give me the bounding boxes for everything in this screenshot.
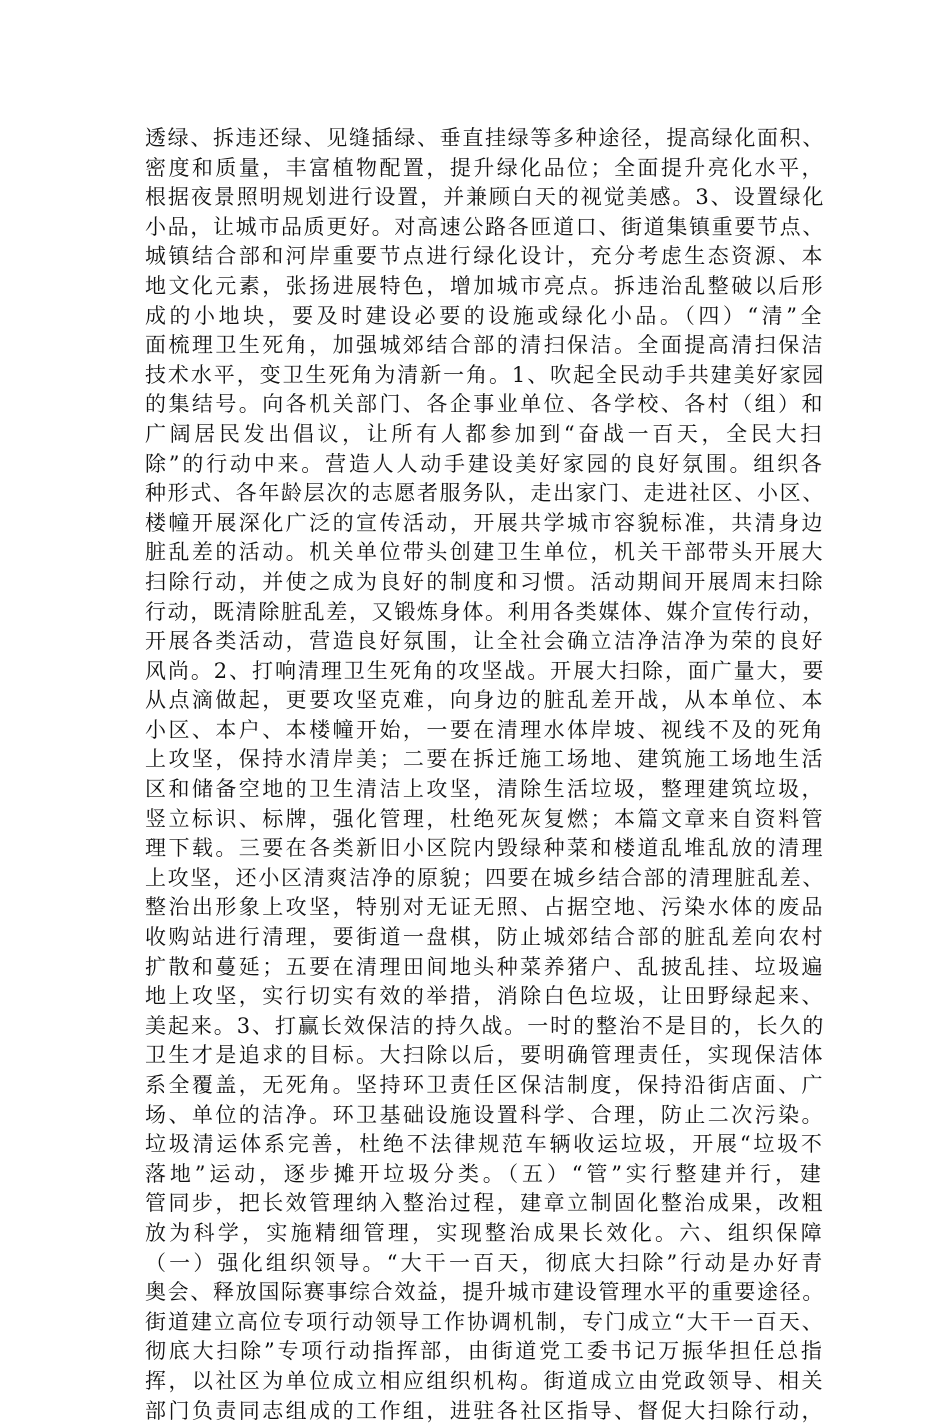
text-line: 地上攻坚，实行切实有效的举措，消除白色垃圾，让田野绿起来、 (145, 984, 825, 1009)
text-line: 场、单位的洁净。环卫基础设施设置科学、合理，防止二次污染。 (145, 1102, 825, 1127)
text-line: 风尚。2、打响清理卫生死角的攻坚战。开展大扫除，面广量大，要 (145, 658, 825, 683)
text-line: 上攻坚，还小区清爽洁净的原貌；四要在城乡结合部的清理脏乱差、 (145, 865, 825, 890)
text-line: 奥会、释放国际赛事综合效益，提升城市建设管理水平的重要途径。 (145, 1280, 825, 1305)
text-line: 小区、本户、本楼幢开始，一要在清理水体岸坡、视线不及的死角 (145, 717, 825, 742)
text-line: 行动，既清除脏乱差，又锻炼身体。利用各类媒体、媒介宣传行动， (145, 599, 825, 624)
text-line: 扫除行动，并使之成为良好的制度和习惯。活动期间开展周末扫除 (145, 569, 825, 594)
text-line: 整治出形象上攻坚，特别对无证无照、占据空地、污染水体的废品 (145, 895, 825, 920)
text-line: 竖立标识、标牌，强化管理，杜绝死灰复燃；本篇文章来自资料管 (145, 806, 825, 831)
text-line: 理下载。三要在各类新旧小区院内毁绿种菜和楼道乱堆乱放的清理 (145, 836, 825, 861)
text-line: 成的小地块，要及时建设必要的设施或绿化小品。（四）“清”全 (145, 303, 825, 328)
text-line: 除”的行动中来。营造人人动手建设美好家园的良好氛围。组织各 (145, 451, 825, 476)
text-line: 收购站进行清理，要街道一盘棋，防止城郊结合部的脏乱差向农村 (145, 925, 825, 950)
text-line: 脏乱差的活动。机关单位带头创建卫生单位，机关干部带头开展大 (145, 540, 825, 565)
text-line: 小品，让城市品质更好。对高速公路各匝道口、街道集镇重要节点、 (145, 214, 825, 239)
text-line: 种形式、各年龄层次的志愿者服务队，走出家门、走进社区、小区、 (145, 481, 825, 506)
text-line: 地文化元素，张扬进展特色，增加城市亮点。拆违治乱整破以后形 (145, 273, 825, 298)
text-line: 卫生才是追求的目标。大扫除以后，要明确管理责任，实现保洁体 (145, 1043, 825, 1068)
text-line: 技术水平，变卫生死角为清新一角。1、吹起全民动手共建美好家园 (145, 362, 825, 387)
text-line: 从点滴做起，更要攻坚克难，向身边的脏乱差开战，从本单位、本 (145, 688, 825, 713)
text-line: 上攻坚，保持水清岸美；二要在拆迁施工场地、建筑施工场地生活 (145, 747, 825, 772)
text-line: 的集结号。向各机关部门、各企事业单位、各学校、各村（组）和 (145, 392, 825, 417)
text-line: 挥，以社区为单位成立相应组织机构。街道成立由党政领导、相关 (145, 1368, 825, 1393)
text-line: 部门负责同志组成的工作组，进驻各社区指导、督促大扫除行动， (145, 1398, 825, 1423)
text-line: 落地”运动，逐步摊开垃圾分类。（五）“管”实行整建并行，建 (145, 1161, 825, 1186)
text-line: 街道建立高位专项行动领导工作协调机制，专门成立“大干一百天、 (145, 1309, 825, 1334)
text-line: 区和储备空地的卫生清洁上攻坚，清除生活垃圾，整理建筑垃圾， (145, 777, 825, 802)
text-line: 城镇结合部和河岸重要节点进行绿化设计，充分考虑生态资源、本 (145, 244, 825, 269)
text-line: 密度和质量，丰富植物配置，提升绿化品位；全面提升亮化水平， (145, 155, 825, 180)
text-line: 根据夜景照明规划进行设置，并兼顾白天的视觉美感。3、设置绿化 (145, 185, 825, 210)
text-line: 广阔居民发出倡议，让所有人都参加到“奋战一百天，全民大扫 (145, 421, 825, 446)
body-text (145, 124, 825, 1426)
text-line: 系全覆盖，无死角。坚持环卫责任区保洁制度，保持沿街店面、广 (145, 1073, 825, 1097)
text-line: 美起来。3、打赢长效保洁的持久战。一时的整治不是目的，长久的 (145, 1013, 825, 1038)
text-line: 放为科学，实施精细管理，实现整治成果长效化。六、组织保障 (145, 1220, 825, 1245)
text-line: 垃圾清运体系完善，杜绝不法律规范车辆收运垃圾，开展“垃圾不 (145, 1132, 825, 1157)
text-line: 面梳理卫生死角，加强城郊结合部的清扫保洁。全面提高清扫保洁 (145, 333, 825, 358)
text-line: 管同步，把长效管理纳入整治过程，建章立制固化整治成果，改粗 (145, 1191, 825, 1216)
text-line: 楼幢开展深化广泛的宣传活动，开展共学城市容貌标准，共清身边 (145, 510, 825, 535)
text-line: 扩散和蔓延；五要在清理田间地头种菜养猪户、乱披乱挂、垃圾遍 (145, 954, 825, 979)
text-line: 开展各类活动，营造良好氛围，让全社会确立洁净洁净为荣的良好 (145, 629, 825, 654)
text-line: 透绿、拆违还绿、见缝插绿、垂直挂绿等多种途径，提高绿化面积、 (145, 126, 825, 150)
text-line: （一）强化组织领导。“大干一百天，彻底大扫除”行动是办好青 (145, 1250, 825, 1275)
text-line: 彻底大扫除”专项行动指挥部，由街道党工委书记万振华担任总指 (145, 1339, 825, 1364)
